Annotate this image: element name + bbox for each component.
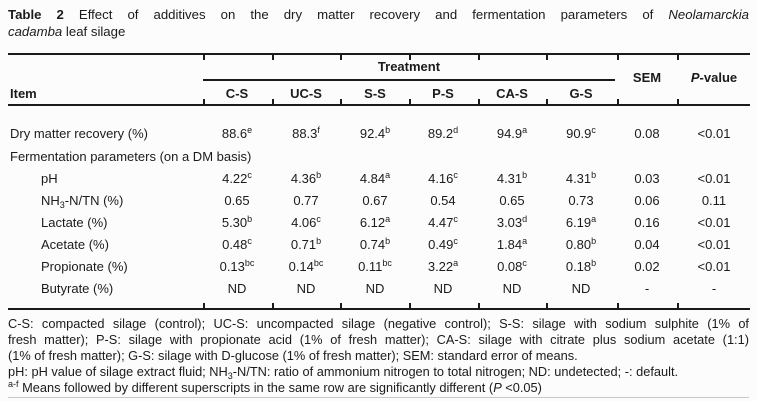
treatment-spanner-rule xyxy=(203,79,615,81)
data-cell: 0.65 xyxy=(499,193,525,208)
data-cell: ND xyxy=(227,281,247,296)
data-cell: 0.08$^c$ xyxy=(497,258,527,274)
column-tick xyxy=(272,303,274,308)
column-tick xyxy=(617,303,619,308)
data-cell: 4.16$^c$ xyxy=(428,170,458,186)
column-group-header-treatment: Treatment xyxy=(377,59,441,74)
data-cell: ND xyxy=(296,281,316,296)
data-cell: 4.06$^c$ xyxy=(291,214,321,230)
footnote-line5 xyxy=(8,380,749,395)
row-label: Acetate (%) xyxy=(41,237,109,252)
table-row xyxy=(0,126,757,143)
footnote-line3: (1% of fresh matter); G-S: silage with D-glucose (1% of fresh matter); SEM: standard error of means. xyxy=(8,348,578,363)
pvalue-p: P xyxy=(690,70,700,85)
top-rule xyxy=(8,53,750,55)
data-cell: ND xyxy=(433,281,453,296)
data-cell: 4.36$^b$ xyxy=(290,170,322,186)
data-cell: 0.14$^{bc}$ xyxy=(288,258,324,274)
data-cell: 0.18$^b$ xyxy=(565,258,597,274)
data-cell: 0.67 xyxy=(362,193,388,208)
data-cell: 89.2$^d$ xyxy=(427,125,459,141)
data-cell: 3.22$^a$ xyxy=(427,258,459,274)
data-cell: 0.13$^{bc}$ xyxy=(219,258,255,274)
data-cell: 0.16 xyxy=(634,215,660,230)
caption-text: Effect of additives on the dry matter recovery and fermentation parameters of xyxy=(63,7,669,22)
column-tick xyxy=(677,303,679,308)
column-header-cs: C-S xyxy=(225,86,249,101)
data-cell: 0.11$^{bc}$ xyxy=(358,258,392,274)
data-cell: <0.01 xyxy=(697,126,731,141)
footnote4-pre: pH: pH value of silage extract fluid; NH xyxy=(8,364,228,379)
data-cell: 0.54 xyxy=(430,193,456,208)
data-cell: 4.84$^a$ xyxy=(359,170,391,186)
footnote5-pre: Means followed by different superscripts in the same row are significantly different ( xyxy=(18,380,494,395)
caption-text-end: leaf silage xyxy=(62,24,126,39)
footnote-line1: C-S: compacted silage (control); UC-S: uncompacted silage (negative control); S-S: silage with sodium sulphite (1% of xyxy=(8,316,749,331)
column-tick xyxy=(272,99,274,104)
column-tick xyxy=(340,303,342,308)
table-row xyxy=(0,281,757,298)
column-header-gs: G-S xyxy=(569,86,593,101)
data-cell: 0.48$^c$ xyxy=(222,236,252,252)
data-cell: 0.03 xyxy=(634,171,660,186)
table-row xyxy=(0,259,757,276)
row-label: Fermentation parameters (on a DM basis) xyxy=(10,149,252,164)
column-tick xyxy=(203,303,205,308)
data-cell: ND xyxy=(502,281,522,296)
page-bottom-artifact-line xyxy=(8,397,749,398)
column-header-ss: S-S xyxy=(364,86,386,101)
column-tick xyxy=(617,99,619,104)
table-row xyxy=(0,215,757,232)
table-number: Table 2 xyxy=(8,7,64,22)
column-tick xyxy=(677,55,679,60)
data-cell: ND xyxy=(365,281,385,296)
column-header-cas: CA-S xyxy=(496,86,528,101)
table-row xyxy=(0,237,757,254)
data-cell: - xyxy=(644,281,650,296)
data-cell: <0.01 xyxy=(697,237,731,252)
row-label: Lactate (%) xyxy=(41,215,108,230)
row-label: $NH_3-N/TN$ (%) xyxy=(41,193,124,210)
data-cell: 88.3$^f$ xyxy=(292,125,320,141)
table-row xyxy=(0,149,757,166)
row-label: Butyrate (%) xyxy=(41,281,114,296)
data-cell: 90.9$^c$ xyxy=(566,125,596,141)
data-cell: 88.6e xyxy=(221,125,253,141)
data-cell: 92.4$^b$ xyxy=(359,125,391,141)
data-cell: 0.11 xyxy=(701,193,727,208)
column-header-item: Item xyxy=(10,86,37,101)
data-cell: 0.73 xyxy=(568,193,594,208)
column-header-ucs: UC-S xyxy=(290,86,322,101)
data-cell: 0.77 xyxy=(293,193,319,208)
data-cell: ND xyxy=(571,281,591,296)
row-label: Propionate (%) xyxy=(41,259,128,274)
data-cell: 4.22$^c$ xyxy=(222,170,252,186)
species-name-part2: cadamba xyxy=(8,24,63,39)
table-row xyxy=(0,193,757,210)
data-cell: - xyxy=(711,281,717,296)
footnote5-post: <0.05) xyxy=(501,380,542,395)
data-cell: 0.80$^b$ xyxy=(565,236,597,252)
data-cell: 5.30$^b$ xyxy=(221,214,253,230)
data-cell: 0.08 xyxy=(634,126,660,141)
column-tick xyxy=(478,99,480,104)
column-tick xyxy=(677,99,679,104)
data-cell: 0.65 xyxy=(224,193,250,208)
data-cell: 4.31$^b$ xyxy=(565,170,597,186)
column-header-pvalue xyxy=(691,70,737,85)
column-tick xyxy=(478,303,480,308)
data-cell: <0.01 xyxy=(697,259,731,274)
data-cell: 4.31$^b$ xyxy=(496,170,528,186)
footnote5-p-italic: P xyxy=(493,380,502,395)
data-cell: 0.02 xyxy=(634,259,660,274)
footnote4-subscript: 3 xyxy=(227,371,233,381)
data-cell: 6.19$^a$ xyxy=(565,214,597,230)
table-caption-line1 xyxy=(8,6,749,23)
column-tick xyxy=(203,99,205,104)
footnote-line4 xyxy=(8,364,749,379)
column-tick xyxy=(546,99,548,104)
row-label: pH xyxy=(41,171,58,186)
header-bottom-rule xyxy=(8,104,750,106)
data-cell: 3.03$^d$ xyxy=(496,214,528,230)
data-cell: <0.01 xyxy=(697,215,731,230)
row-label: Dry matter recovery (%) xyxy=(10,126,148,141)
table-row xyxy=(0,171,757,188)
footnote-line2: fresh matter); P-S: silage with propionate acid (1% of fresh matter); CA-S: silage with citrate plus sodium acetate (1:1) xyxy=(8,332,749,347)
column-tick xyxy=(409,303,411,308)
column-header-sem: SEM xyxy=(632,70,662,85)
table-caption-line2 xyxy=(8,23,749,40)
footnote4-post: -N/TN: ratio of ammonium nitrogen to total nitrogen; ND: undetected; -: default. xyxy=(232,364,679,379)
data-cell: 4.47$^c$ xyxy=(428,214,458,230)
data-cell: <0.01 xyxy=(697,171,731,186)
column-header-ps: P-S xyxy=(432,86,454,101)
data-cell: 0.04 xyxy=(634,237,660,252)
data-cell: 0.74$^b$ xyxy=(359,236,391,252)
data-cell: 6.12$^a$ xyxy=(359,214,391,230)
data-cell: 0.71$^b$ xyxy=(290,236,322,252)
data-cell: 1.84$^a$ xyxy=(496,236,528,252)
column-tick xyxy=(546,303,548,308)
data-cell: 0.06 xyxy=(634,193,660,208)
data-cell: 0.49$^c$ xyxy=(428,236,458,252)
column-tick xyxy=(617,55,619,60)
column-tick xyxy=(340,99,342,104)
column-tick xyxy=(409,99,411,104)
pvalue-rest: -value xyxy=(699,70,738,85)
footnote5-superscript: a-f xyxy=(8,379,19,389)
data-cell: 94.9$^a$ xyxy=(496,125,528,141)
table-bottom-rule xyxy=(8,308,750,310)
species-name-part1: Neolamarckia xyxy=(668,7,749,22)
